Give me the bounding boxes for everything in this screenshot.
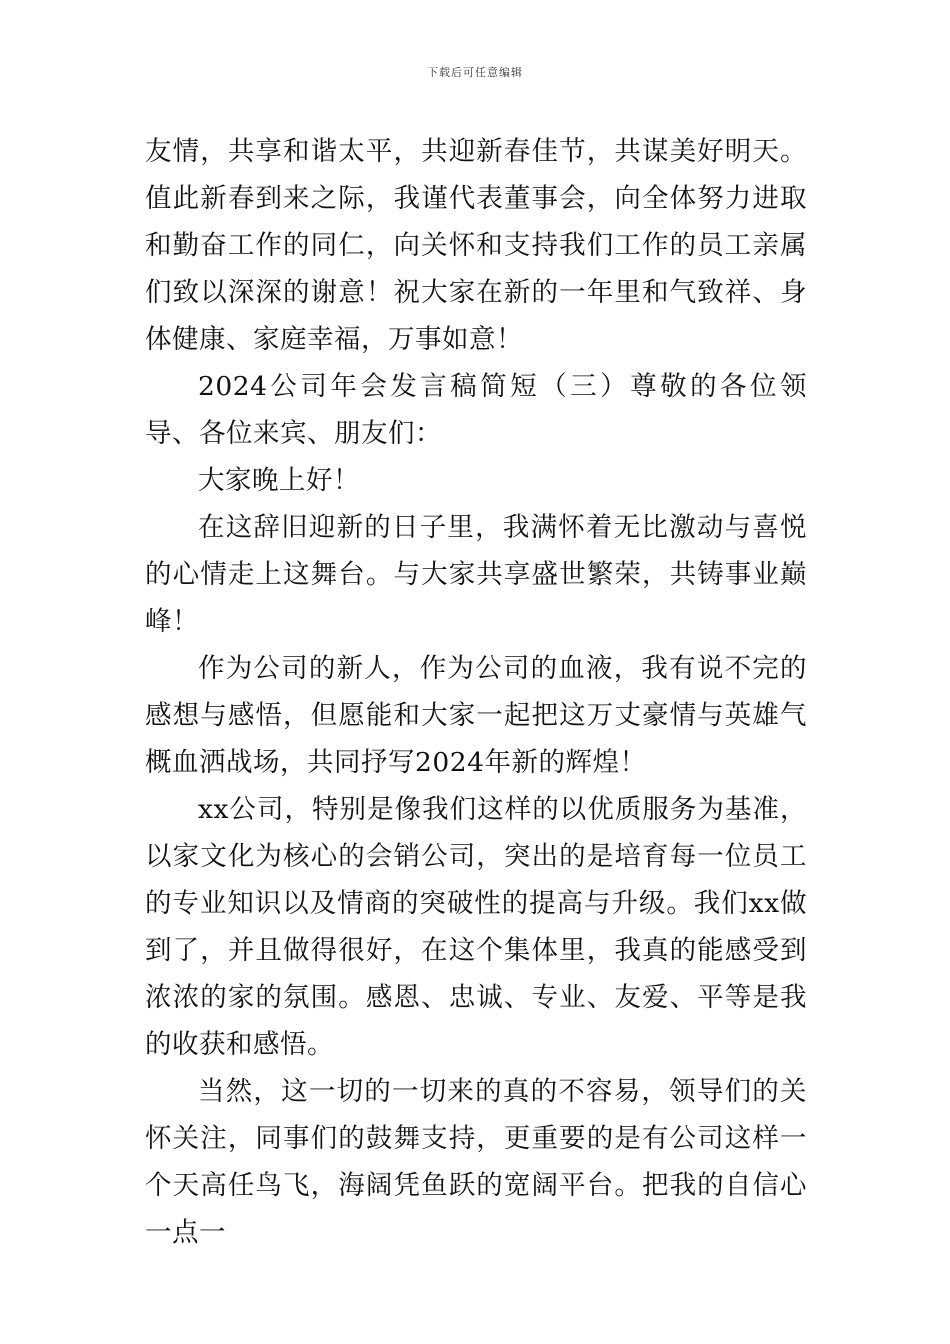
paragraph-greeting-closing: 友情，共享和谐太平，共迎新春佳节，共谋美好明天。值此新春到来之际，我谨代表董事会，向全体努力进取和勤奋工作的同仁，向关怀和支持我们工作的员工亲属们致以深深的谢意！祝大家在新的一年里和气致祥、身体健康、家庭幸福，万事如意！ [145,136,807,355]
page-header: 下载后可任意编辑 [427,66,523,79]
paragraph-newcomer: 作为公司的新人，作为公司的血液，我有说不完的感想与感悟，但愿能和大家一起把这万丈豪情与英雄气概血洒战场，共同抒写2024年新的辉煌！ [145,653,807,778]
paragraph-speech-title: 2024公司年会发言稿简短（三）尊敬的各位领导、各位来宾、朋友们： [145,371,807,449]
paragraph-gratitude: 当然，这一切的一切来的真的不容易，领导们的关怀关注，同事们的鼓舞支持，更重要的是有公司这样一个天高任鸟飞，海阔凭鱼跃的宽阔平台。把我的自信心一点一 [145,1076,807,1248]
document-body [145,128,807,1256]
paragraph-good-evening: 大家晚上好！ [198,465,360,496]
paragraph-new-year-stage: 在这辞旧迎新的日子里，我满怀着无比激动与喜悦的心情走上这舞台。与大家共享盛世繁荣，共铸事业巅峰！ [145,512,807,637]
paragraph-company-culture: xx公司，特别是像我们这样的以优质服务为基准，以家文化为核心的会销公司，突出的是培育每一位员工的专业知识以及情商的突破性的提高与升级。我们xx做到了，并且做得很好，在这个集体里，我真的能感受到浓浓的家的氛围。感恩、忠诚、专业、友爱、平等是我的收获和感悟。 [145,794,807,1060]
